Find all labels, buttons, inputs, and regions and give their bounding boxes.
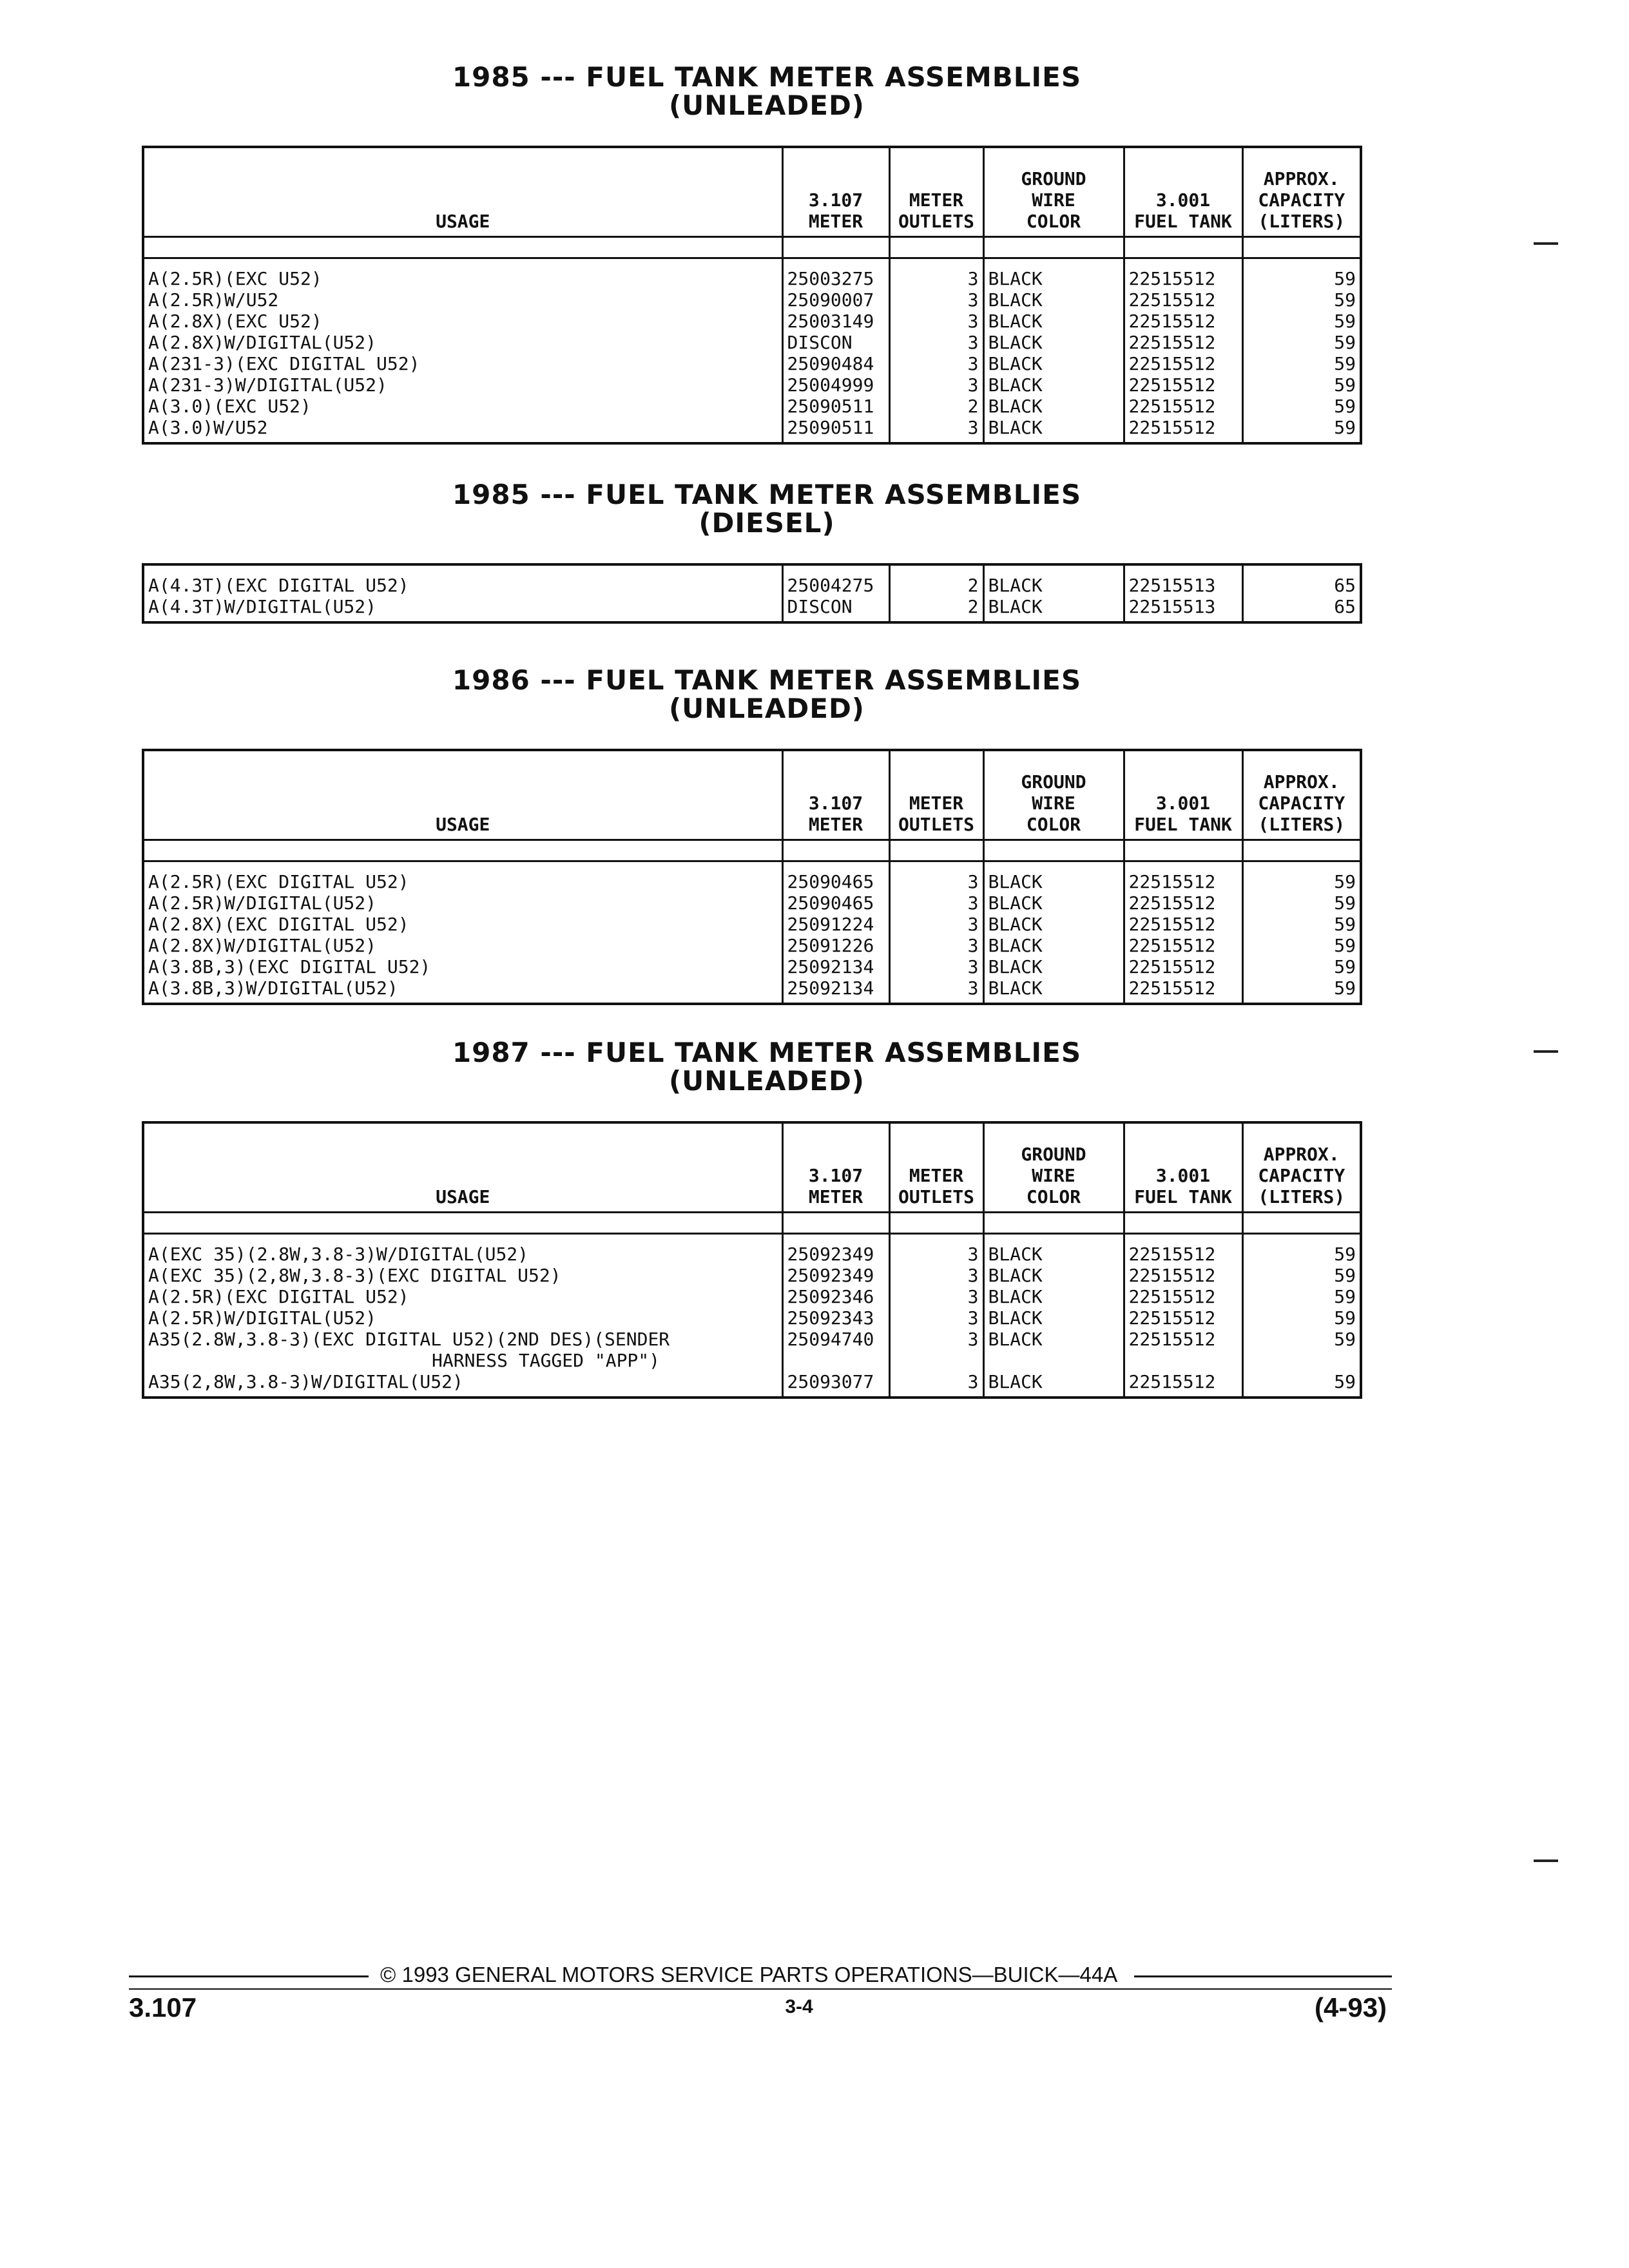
section-title-line-2: (UNLEADED)	[668, 693, 865, 724]
column-header-fuel-tank: 3.001 FUEL TANK	[1124, 1122, 1242, 1213]
column-header-wire-color: GROUND WIRE COLOR	[983, 147, 1124, 237]
cell-meter-outlets: 3	[889, 1265, 983, 1286]
usage-line-1: A35(2.8W,3.8-3)(EXC DIGITAL U52)(2ND DES)(SENDER	[148, 1329, 670, 1350]
cell-meter-outlets: 3	[889, 374, 983, 396]
cell-capacity-liters: 59	[1242, 311, 1361, 332]
cell-usage: A(EXC 35)(2.8W,3.8-3)W/DIGITAL(U52)	[148, 1244, 529, 1265]
table-row	[143, 956, 1361, 977]
column-header-outlets: METER OUTLETS	[889, 147, 983, 237]
cell-usage: A(EXC 35)(2,8W,3.8-3)(EXC DIGITAL U52)	[148, 1265, 561, 1286]
table-row	[143, 417, 1361, 443]
cell-ground-wire-color: BLACK	[983, 258, 1124, 290]
table-body	[143, 861, 1361, 1004]
cell-fuel-tank-part-number: 22515512	[1124, 1371, 1242, 1398]
cell-ground-wire-color: BLACK	[983, 353, 1124, 374]
footer-copyright: © 1993 GENERAL MOTORS SERVICE PARTS OPERATIONS—BUICK—44A	[380, 1963, 1118, 1986]
cell-usage: A(4.3T)W/DIGITAL(U52)	[148, 596, 377, 617]
cell-usage: A(3.0)W/U52	[148, 417, 268, 438]
cell-fuel-tank-part-number: 22515512	[1124, 1286, 1242, 1307]
cell-fuel-tank-part-number: 22515512	[1124, 914, 1242, 935]
footer-revision: (4-93)	[1315, 1992, 1387, 2023]
table-body	[143, 258, 1361, 444]
table-row	[143, 289, 1361, 311]
cell-fuel-tank-part-number: 22515513	[1124, 564, 1242, 596]
section-title-line-2: (UNLEADED)	[668, 90, 865, 121]
cell-meter-part-number: 25091226	[782, 935, 889, 956]
cell-fuel-tank-part-number: 22515512	[1124, 353, 1242, 374]
table-header-row	[143, 750, 1361, 840]
table-row	[143, 892, 1361, 914]
table-row	[143, 1286, 1361, 1307]
table-row	[143, 1234, 1361, 1265]
cell-usage: A(2.5R)(EXC DIGITAL U52)	[148, 1286, 409, 1307]
cell-meter-outlets: 3	[889, 332, 983, 353]
table-row	[143, 258, 1361, 290]
cell-fuel-tank-part-number: 22515512	[1124, 332, 1242, 353]
cell-meter-outlets: 3	[889, 289, 983, 311]
cell-meter-part-number: 25090511	[782, 396, 889, 417]
cell-capacity-liters: 59	[1242, 417, 1361, 443]
section-title-line-1: 1986 --- FUEL TANK METER ASSEMBLIES	[452, 664, 1082, 696]
cell-ground-wire-color: BLACK	[983, 977, 1124, 1004]
column-header-meter: 3.107 METER	[782, 147, 889, 237]
cell-ground-wire-color: BLACK	[983, 564, 1124, 596]
cell-fuel-tank-part-number: 22515512	[1124, 289, 1242, 311]
cell-fuel-tank-part-number: 22515512	[1124, 417, 1242, 443]
section-title-1986-unleaded	[0, 666, 1534, 723]
cell-capacity-liters: 59	[1242, 1329, 1361, 1371]
cell-fuel-tank-part-number: 22515512	[1124, 861, 1242, 893]
section-title-line-1: 1987 --- FUEL TANK METER ASSEMBLIES	[452, 1037, 1082, 1068]
cell-ground-wire-color: BLACK	[983, 956, 1124, 977]
cell-capacity-liters: 59	[1242, 1286, 1361, 1307]
table-body	[143, 1234, 1361, 1398]
parts-table-1987-unleaded	[142, 1121, 1362, 1399]
cell-meter-part-number: 25004999	[782, 374, 889, 396]
cell-capacity-liters: 59	[1242, 956, 1361, 977]
cell-ground-wire-color: BLACK	[983, 892, 1124, 914]
parts-table-1986-unleaded	[142, 749, 1362, 1005]
cell-capacity-liters: 59	[1242, 332, 1361, 353]
cell-usage: A(3.8B,3)W/DIGITAL(U52)	[148, 977, 398, 999]
cell-meter-part-number: 25004275	[782, 564, 889, 596]
cell-usage: A(2.8X)W/DIGITAL(U52)	[148, 935, 377, 956]
cell-meter-outlets: 3	[889, 977, 983, 1004]
cell-meter-part-number: 25090484	[782, 353, 889, 374]
table-row	[143, 596, 1361, 622]
cell-fuel-tank-part-number: 22515512	[1124, 374, 1242, 396]
footer-rule-right	[1134, 1975, 1392, 1977]
parts-table-1985-diesel	[142, 563, 1362, 624]
cell-usage: A(2.5R)W/DIGITAL(U52)	[148, 892, 377, 914]
column-header-fuel-tank: 3.001 FUEL TANK	[1124, 750, 1242, 840]
cell-ground-wire-color: BLACK	[983, 417, 1124, 443]
column-header-capacity: APPROX. CAPACITY (LITERS)	[1242, 147, 1361, 237]
usage-line-2: HARNESS TAGGED "APP")	[432, 1350, 660, 1371]
cell-fuel-tank-part-number: 22515512	[1124, 892, 1242, 914]
section-title-1985-diesel	[0, 481, 1534, 537]
cell-fuel-tank-part-number: 22515512	[1124, 956, 1242, 977]
cell-ground-wire-color: BLACK	[983, 374, 1124, 396]
footer-rule-left	[129, 1975, 369, 1977]
cell-meter-part-number: DISCON	[782, 596, 889, 622]
column-header-meter: 3.107 METER	[782, 1122, 889, 1213]
cell-ground-wire-color: BLACK	[983, 1234, 1124, 1265]
table-row	[143, 1371, 1361, 1398]
cell-fuel-tank-part-number: 22515512	[1124, 396, 1242, 417]
table-row	[143, 311, 1361, 332]
cell-ground-wire-color: BLACK	[983, 396, 1124, 417]
cell-meter-part-number: 25090007	[782, 289, 889, 311]
cell-fuel-tank-part-number: 22515512	[1124, 935, 1242, 956]
section-title-1985-unleaded	[0, 63, 1534, 120]
cell-meter-outlets: 3	[889, 417, 983, 443]
cell-capacity-liters: 59	[1242, 289, 1361, 311]
cell-capacity-liters: 59	[1242, 1234, 1361, 1265]
cell-meter-part-number: 25092349	[782, 1265, 889, 1286]
column-header-capacity: APPROX. CAPACITY (LITERS)	[1242, 750, 1361, 840]
cell-meter-outlets: 2	[889, 596, 983, 622]
cell-meter-part-number: 25092134	[782, 977, 889, 1004]
table-row	[143, 935, 1361, 956]
column-header-fuel-tank: 3.001 FUEL TANK	[1124, 147, 1242, 237]
cell-meter-outlets: 3	[889, 353, 983, 374]
cell-capacity-liters: 65	[1242, 564, 1361, 596]
column-header-outlets: METER OUTLETS	[889, 750, 983, 840]
cell-capacity-liters: 59	[1242, 914, 1361, 935]
cell-ground-wire-color: BLACK	[983, 914, 1124, 935]
cell-capacity-liters: 59	[1242, 861, 1361, 893]
cell-meter-part-number: 25094740	[782, 1329, 889, 1371]
section-title-line-2: (UNLEADED)	[668, 1065, 865, 1097]
cell-meter-outlets: 3	[889, 861, 983, 893]
cell-fuel-tank-part-number: 22515512	[1124, 1307, 1242, 1329]
cell-meter-part-number: 25090465	[782, 892, 889, 914]
cell-fuel-tank-part-number: 22515512	[1124, 311, 1242, 332]
cell-capacity-liters: 59	[1242, 977, 1361, 1004]
cell-meter-part-number: DISCON	[782, 332, 889, 353]
margin-tick-mark	[1534, 242, 1558, 245]
table-row	[143, 353, 1361, 374]
cell-meter-part-number: 25090465	[782, 861, 889, 893]
table-row	[143, 374, 1361, 396]
cell-usage: A(2.8X)(EXC DIGITAL U52)	[148, 914, 409, 935]
cell-capacity-liters: 65	[1242, 596, 1361, 622]
cell-fuel-tank-part-number: 22515512	[1124, 1265, 1242, 1286]
table-row	[143, 564, 1361, 596]
footer-rule-under	[129, 1988, 1392, 1990]
column-header-meter: 3.107 METER	[782, 750, 889, 840]
parts-table-1985-unleaded	[142, 146, 1362, 445]
table-header-row	[143, 147, 1361, 237]
cell-meter-part-number: 25092134	[782, 956, 889, 977]
table-row	[143, 1329, 1361, 1371]
cell-meter-part-number: 25090511	[782, 417, 889, 443]
cell-capacity-liters: 59	[1242, 935, 1361, 956]
cell-usage: A(3.0)(EXC U52)	[148, 396, 311, 417]
cell-meter-part-number: 25003275	[782, 258, 889, 290]
cell-capacity-liters: 59	[1242, 374, 1361, 396]
cell-meter-outlets: 3	[889, 1371, 983, 1398]
cell-capacity-liters: 59	[1242, 1371, 1361, 1398]
cell-meter-outlets: 3	[889, 1234, 983, 1265]
cell-capacity-liters: 59	[1242, 892, 1361, 914]
cell-meter-outlets: 3	[889, 956, 983, 977]
cell-usage: A(231-3)(EXC DIGITAL U52)	[148, 353, 420, 374]
section-title-line-1: 1985 --- FUEL TANK METER ASSEMBLIES	[452, 61, 1082, 93]
section-title-1987-unleaded	[0, 1039, 1534, 1095]
cell-usage: A(2.8X)W/DIGITAL(U52)	[148, 332, 377, 353]
cell-meter-outlets: 3	[889, 1286, 983, 1307]
table-header-row	[143, 1122, 1361, 1213]
column-header-capacity: APPROX. CAPACITY (LITERS)	[1242, 1122, 1361, 1213]
cell-ground-wire-color: BLACK	[983, 289, 1124, 311]
column-header-usage: USAGE	[436, 1186, 490, 1207]
header-divider	[143, 237, 1361, 258]
cell-ground-wire-color: BLACK	[983, 1286, 1124, 1307]
cell-meter-part-number: 25093077	[782, 1371, 889, 1398]
cell-meter-outlets: 2	[889, 396, 983, 417]
cell-ground-wire-color: BLACK	[983, 1307, 1124, 1329]
cell-meter-outlets: 3	[889, 258, 983, 290]
cell-meter-outlets: 3	[889, 892, 983, 914]
footer-section-number: 3.107	[129, 1992, 197, 2023]
header-divider	[143, 840, 1361, 861]
cell-usage: A(2.8X)(EXC U52)	[148, 311, 322, 332]
table-row	[143, 861, 1361, 893]
cell-usage: A35(2,8W,3.8-3)W/DIGITAL(U52)	[148, 1371, 463, 1392]
cell-meter-part-number: 25091224	[782, 914, 889, 935]
table-row	[143, 332, 1361, 353]
table-row	[143, 977, 1361, 1004]
table-row	[143, 1265, 1361, 1286]
cell-usage: A(2.5R)W/U52	[148, 289, 279, 311]
column-header-wire-color: GROUND WIRE COLOR	[983, 750, 1124, 840]
cell-ground-wire-color: BLACK	[983, 332, 1124, 353]
margin-tick-mark	[1534, 1050, 1558, 1053]
cell-ground-wire-color: BLACK	[983, 1265, 1124, 1286]
cell-capacity-liters: 59	[1242, 258, 1361, 290]
cell-ground-wire-color: BLACK	[983, 935, 1124, 956]
margin-tick-mark	[1534, 1860, 1558, 1862]
column-header-wire-color: GROUND WIRE COLOR	[983, 1122, 1124, 1213]
cell-usage: A(4.3T)(EXC DIGITAL U52)	[148, 575, 409, 596]
cell-fuel-tank-part-number: 22515512	[1124, 977, 1242, 1004]
cell-usage: A(3.8B,3)(EXC DIGITAL U52)	[148, 956, 431, 977]
cell-capacity-liters: 59	[1242, 1307, 1361, 1329]
table-row	[143, 1307, 1361, 1329]
cell-ground-wire-color: BLACK	[983, 596, 1124, 622]
cell-meter-part-number: 25092349	[782, 1234, 889, 1265]
cell-ground-wire-color: BLACK	[983, 1329, 1124, 1371]
cell-fuel-tank-part-number: 22515512	[1124, 1329, 1242, 1371]
cell-usage: A(231-3)W/DIGITAL(U52)	[148, 374, 387, 396]
column-header-usage: USAGE	[436, 814, 490, 835]
cell-capacity-liters: 59	[1242, 1265, 1361, 1286]
cell-fuel-tank-part-number: 22515512	[1124, 258, 1242, 290]
table-row	[143, 914, 1361, 935]
cell-ground-wire-color: BLACK	[983, 311, 1124, 332]
cell-usage	[143, 1329, 782, 1371]
column-header-outlets: METER OUTLETS	[889, 1122, 983, 1213]
header-divider	[143, 1213, 1361, 1234]
section-title-line-2: (DIESEL)	[699, 507, 835, 539]
column-header-usage: USAGE	[436, 211, 490, 232]
cell-meter-outlets: 3	[889, 1307, 983, 1329]
cell-meter-part-number: 25092346	[782, 1286, 889, 1307]
cell-meter-outlets: 3	[889, 311, 983, 332]
cell-usage: A(2.5R)(EXC DIGITAL U52)	[148, 871, 409, 892]
cell-meter-outlets: 3	[889, 914, 983, 935]
cell-capacity-liters: 59	[1242, 396, 1361, 417]
cell-fuel-tank-part-number: 22515513	[1124, 596, 1242, 622]
section-title-line-1: 1985 --- FUEL TANK METER ASSEMBLIES	[452, 479, 1082, 510]
cell-fuel-tank-part-number: 22515512	[1124, 1234, 1242, 1265]
cell-ground-wire-color: BLACK	[983, 1371, 1124, 1398]
cell-meter-outlets: 3	[889, 935, 983, 956]
table-body	[143, 564, 1361, 622]
cell-usage: A(2.5R)W/DIGITAL(U52)	[148, 1307, 377, 1329]
cell-capacity-liters: 59	[1242, 353, 1361, 374]
cell-meter-outlets: 3	[889, 1329, 983, 1371]
cell-usage: A(2.5R)(EXC U52)	[148, 268, 322, 289]
cell-meter-part-number: 25003149	[782, 311, 889, 332]
footer-page-number: 3-4	[785, 1996, 813, 2017]
cell-ground-wire-color: BLACK	[983, 861, 1124, 893]
table-row	[143, 396, 1361, 417]
cell-meter-part-number: 25092343	[782, 1307, 889, 1329]
cell-meter-outlets: 2	[889, 564, 983, 596]
